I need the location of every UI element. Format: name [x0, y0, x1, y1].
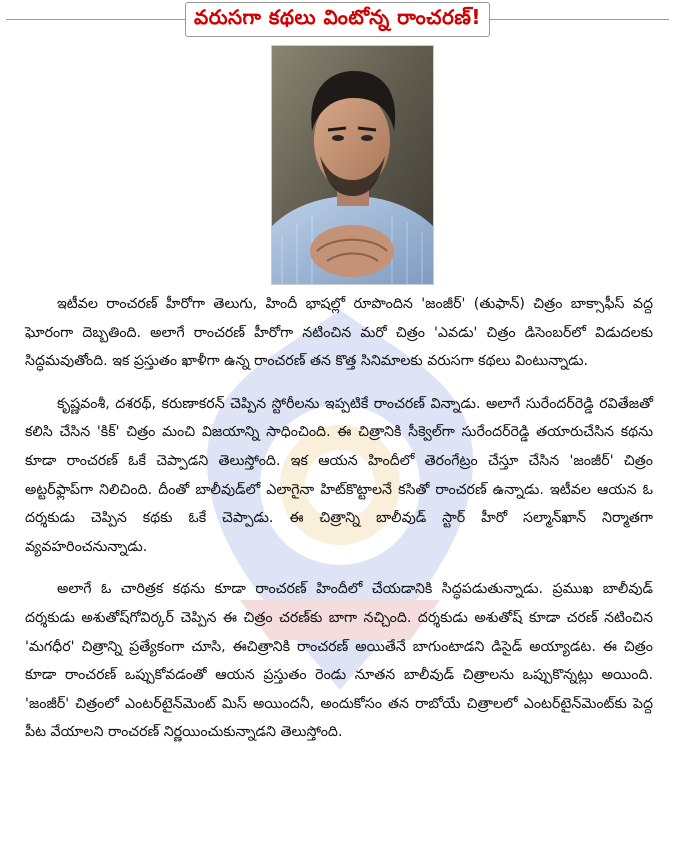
article-paragraph-1: ఇటీవల రాంచరణ్ హీరోగా తెలుగు, హిందీ భాషల్లో రూపొందిన 'జంజీర్' (తుఫాన్) చిత్రం బాక్సాఫీస్ వద్ద ఘోరంగా దెబ్బతింది. అలాగే రాంచరణ్ హీరోగా నటించిన మరో చిత్రం 'ఎవడు' చిత్రం డిసెంబర్‌లో విడుదలకు సిద్ధమవుతోంది. ఇక ప్రస్తుతం ఖాళీగా ఉన్న రాంచరణ్ తన కొత్త సినిమాలకు వరుసగా కథలు వింటున్నాడు. [25, 296, 653, 370]
article-paragraph-3: అలాగే ఓ చారిత్రక కథను కూడా రాంచరణ్ హిందీలో చేయడానికి సిద్ధపడుతున్నాడు. ప్రముఖ బాలీవుడ్ దర్శకుడు అశుతోష్‌గోవిర్కర్ చెప్పిన ఈ చిత్రం చరణ్‌కు బాగా నచ్చింది. దర్శకుడు అశుతోష్ కూడా చరణ్ నటించిన 'మగధీర' చిత్రాన్ని ప్రత్యేకంగా చూసి, ఈచిత్రానికి రాంచరణ్ అయితేనే బాగుంటాడని డిసైడ్ అయ్యాడట. ఈ చిత్రం కూడా రాంచరణ్ ఒప్పుకోవడంతో ఆయన ప్రస్తుతం రెండు నూతన బాలీవుడ్ చిత్రాలను ఒప్పుకొన్నట్లు అయింది. 'జంజీర్' చిత్రంలో ఎంటర్‌టైన్‌మెంట్ మిస్ అయిందనీ, అందుకోసం తన రాబోయే చిత్రాలలో ఎంటర్‌టైన్‌మెంట్‌కు పెద్ద పీట వేయాలని రాంచరణ్ నిర్ణయించుకున్నాడని తెలుస్తోంది. [25, 581, 653, 741]
headline: వరుసగా కథలు వింటోన్న రాంచరణ్! [185, 2, 490, 37]
portrait-illustration [272, 46, 433, 284]
portrait-photo [271, 45, 434, 285]
headline-bar [0, 0, 675, 38]
article-paragraph-2: కృష్ణవంశీ, దశరథ్, కరుణాకరన్ చెప్పిన స్టోరీలను ఇప్పటికే రాంచరణ్ విన్నాడు. అలాగే సురేందర్‌రెడ్డి రవితేజతో కలిసి చేసిన 'కిక్' చిత్రం మంచి విజయాన్ని సాధించింది. ఈ చిత్రానికి సీక్వెల్‌గా సురేందర్‌రెడ్డి తయారుచేసిన కథను కూడా రాంచరణ్ ఓకే చెప్పాడని తెలుస్తోంది. ఇక ఆయన హిందీలో తెరంగేట్రం చేస్తూ చేసిన 'జంజీర్' చిత్రం అట్టర్‌ఫ్లాప్‌గా నిలిచింది. దీంతో బాలీవుడ్‌లో ఎలాగైనా హిట్‌కొట్టాలనే కసితో రాంచరణ్ ఉన్నాడు. ఇటీవల ఆయన ఓ దర్శకుడు చెప్పిన కథకు ఓకే చెప్పాడు. ఈ చిత్రాన్ని బాలీవుడ్ స్టార్ హీరో సల్మాన్‌ఖాన్ నిర్మాతగా వ్యవహరించనున్నాడు. [25, 395, 653, 555]
article-body [25, 290, 653, 761]
